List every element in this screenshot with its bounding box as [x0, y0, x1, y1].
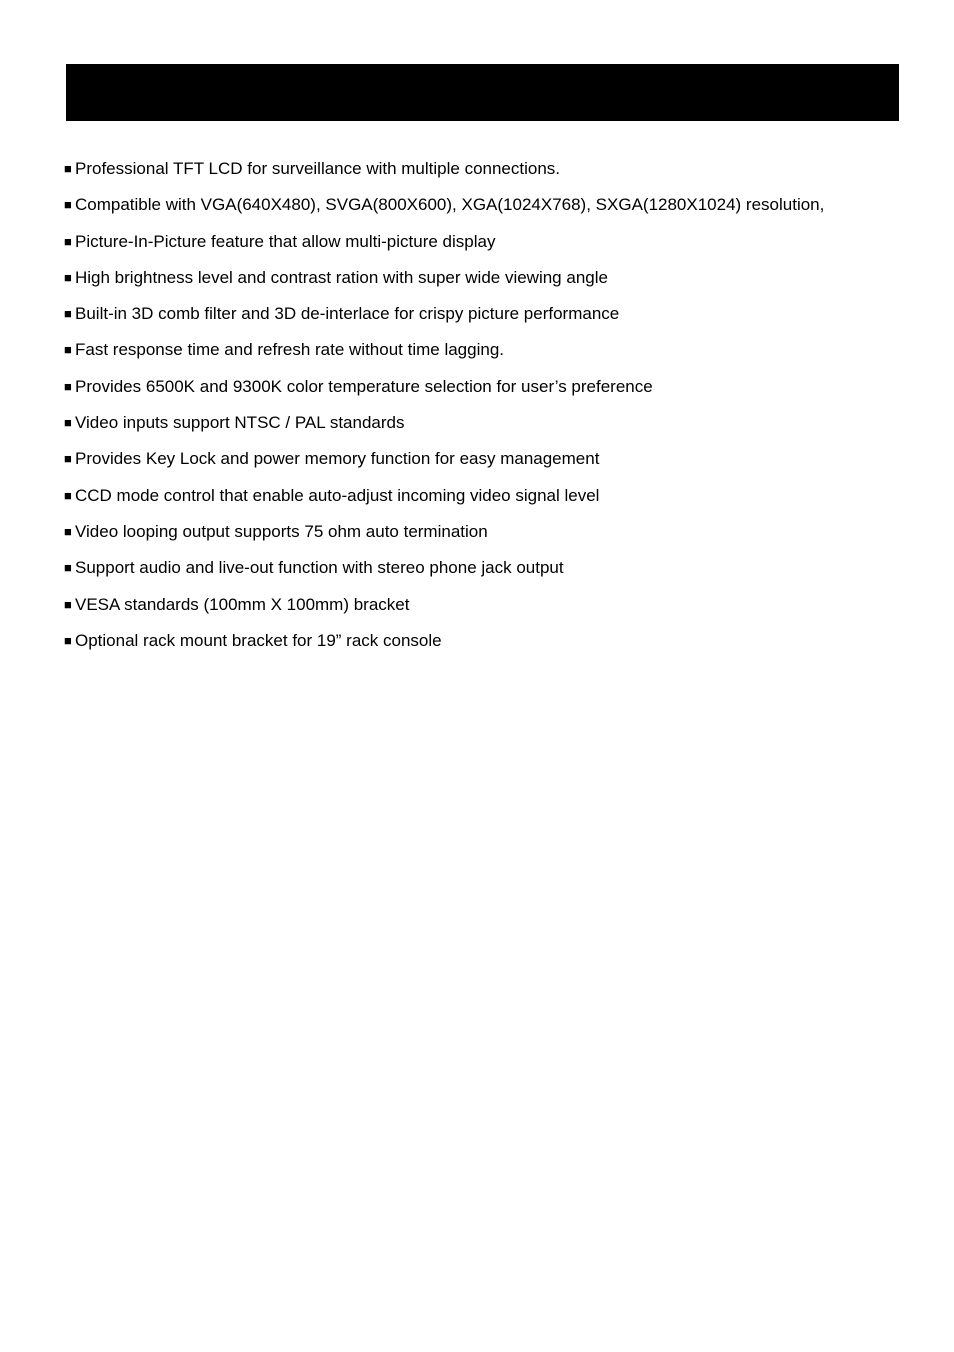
feature-item-4: [64, 266, 924, 302]
feature-text: Video inputs support NTSC / PAL standards: [75, 413, 405, 433]
feature-text: Provides 6500K and 9300K color temperature selection for user’s preference: [75, 376, 653, 396]
bullet-square-icon: ■: [64, 161, 72, 176]
bullet-square-icon: ■: [64, 632, 72, 648]
bullet-square-icon: ■: [64, 233, 72, 249]
bullet-square-icon: ■: [64, 560, 72, 576]
bullet-square-icon: ■: [64, 487, 72, 503]
feature-list: [64, 157, 924, 665]
feature-text: CCD mode control that enable auto-adjust incoming video signal level: [75, 485, 600, 505]
bullet-square-icon: ■: [64, 596, 72, 612]
feature-text: Picture-In-Picture feature that allow multi-picture display: [75, 231, 496, 251]
feature-item-12: [64, 556, 924, 592]
feature-text: Optional rack mount bracket for 19” rack console: [75, 630, 442, 650]
feature-item-3: [64, 230, 924, 266]
feature-item-7: [64, 375, 924, 411]
bullet-square-icon: ■: [64, 197, 72, 213]
feature-text: Compatible with VGA(640X480), SVGA(800X600), XGA(1024X768), SXGA(1280X1024) resolution,: [75, 195, 825, 215]
feature-text: High brightness level and contrast ration with super wide viewing angle: [75, 267, 608, 287]
feature-item-5: [64, 302, 924, 338]
feature-item-1: [64, 157, 924, 193]
feature-item-9: [64, 447, 924, 483]
feature-text: Professional TFT LCD for surveillance with multiple connections.: [75, 159, 561, 178]
feature-text: Support audio and live-out function with stereo phone jack output: [75, 558, 564, 578]
feature-item-6: [64, 338, 924, 374]
bullet-square-icon: ■: [64, 415, 72, 431]
feature-text: VESA standards (100mm X 100mm) bracket: [75, 594, 410, 614]
header-bar: [66, 64, 899, 121]
feature-item-8: [64, 411, 924, 447]
bullet-square-icon: ■: [64, 306, 72, 322]
feature-text: Fast response time and refresh rate without time lagging.: [75, 340, 504, 360]
feature-text: Video looping output supports 75 ohm auto termination: [75, 521, 488, 541]
feature-item-11: [64, 520, 924, 556]
feature-text: Provides Key Lock and power memory function for easy management: [75, 449, 600, 469]
bullet-square-icon: ■: [64, 523, 72, 539]
bullet-square-icon: ■: [64, 378, 72, 394]
feature-item-13: [64, 593, 924, 629]
feature-item-2: [64, 193, 924, 229]
bullet-square-icon: ■: [64, 451, 72, 467]
bullet-square-icon: ■: [64, 269, 72, 285]
feature-item-10: [64, 484, 924, 520]
bullet-square-icon: ■: [64, 342, 72, 358]
feature-item-14: [64, 629, 924, 665]
feature-text: Built-in 3D comb filter and 3D de-interlace for crispy picture performance: [75, 304, 620, 324]
